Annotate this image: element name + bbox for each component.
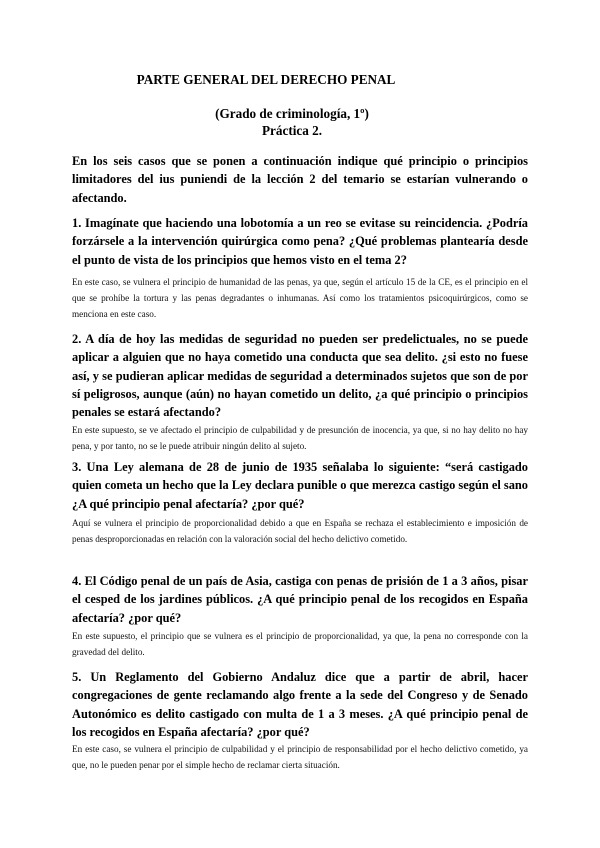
case-3-question: 3. Una Ley alemana de 28 de junio de 1935 señalaba lo siguiente: “será castigado quien cometa un hecho que la Ley declara punible o que merezca castigo según el sano ¿A qué principio penal afectaría? ¿por qué? <box>72 460 528 511</box>
case-3-answer-block <box>72 515 528 547</box>
case-2 <box>72 330 528 421</box>
case-4-question: 4. El Código penal de un país de Asia, castiga con penas de prisión de 1 a 3 años, pisar el cesped de los jardines públicos. ¿A qué principio penal de los recogidos en España afectaría? ¿por qué? <box>72 574 528 625</box>
case-2-question: 2. A día de hoy las medidas de seguridad no pueden ser predelictuales, no se puede aplicar a alguien que no haya cometido una conducta que sea delito. ¿si esto no fuese así, y se pudieran aplicar medidas de seguridad a determinados sujetos que son de por sí peligrosos, aunque (aún) no hayan cometido un delito, ¿a qué principio o principios penales se estará afectando? <box>72 332 528 420</box>
case-4-answer: En este supuesto, el principio que se vulnera es el principio de proporcionalidad, ya que, la pena no corresponde con la gravedad del delito. <box>72 631 528 658</box>
intro-text: En los seis casos que se ponen a continuación indique qué principio o principios limitadores del ius puniendi de la lección 2 del temario se estarían vulnerando o afectando. <box>72 154 528 205</box>
intro-block <box>72 152 528 207</box>
case-3 <box>72 458 528 513</box>
document-title: PARTE GENERAL DEL DERECHO PENAL <box>136 72 396 87</box>
case-5-answer-block <box>72 741 528 773</box>
case-3-answer: Aquí se vulnera el principio de proporcionalidad debido a que en España se rechaza el establecimiento e imposición de penas desproporcionadas en relación con la valoración social del hecho delictivo cometido. <box>72 518 528 545</box>
case-5 <box>72 668 528 741</box>
case-5-answer: En este caso, se vulnera el principio de culpabilidad y el principio de responsabilidad por el hecho delictivo cometido, ya que, no le pueden penar por el simple hecho de reclamar cierta situación. <box>72 744 528 771</box>
case-1-answer: En este caso, se vulnera el principio de humanidad de las penas, ya que, según el artículo 15 de la CE, es el principio en el que se prohíbe la tortura y las penas degradantes o inhumanas. Así como los tratamientos psicoquirúrgicos, como se menciona en este caso. <box>72 277 528 320</box>
case-4 <box>72 572 528 627</box>
practice-label: Práctica 2. <box>261 123 323 138</box>
case-2-answer: En este supuesto, se ve afectado el principio de culpabilidad y de presunción de inocencia, ya que, si no hay delito no hay pena, y por tanto, no se le puede atribuir ningún delito al sujeto. <box>72 425 528 452</box>
case-4-answer-block <box>72 628 528 660</box>
case-5-question: 5. Un Reglamento del Gobierno Andaluz dice que a partir de abril, hacer congregaciones de gente reclamando algo frente a la sede del Congreso y de Senado Autonómico es delito castigado con multa de 1 a 3 meses. ¿A qué principio penal de los recogidos en España afectaría? ¿por qué? <box>72 670 528 739</box>
case-1-answer-block <box>72 274 528 323</box>
document-subtitle: (Grado de criminología, 1º) <box>215 106 369 121</box>
case-1-question: 1. Imagínate que haciendo una lobotomía a un reo se evitase su reincidencia. ¿Podría forzársele a la intervención quirúrgica como pena? ¿Qué problemas plantearía desde el punto de vista de los principios que hemos visto en el tema 2? <box>72 216 528 267</box>
case-1 <box>72 214 528 269</box>
case-2-answer-block <box>72 422 528 454</box>
